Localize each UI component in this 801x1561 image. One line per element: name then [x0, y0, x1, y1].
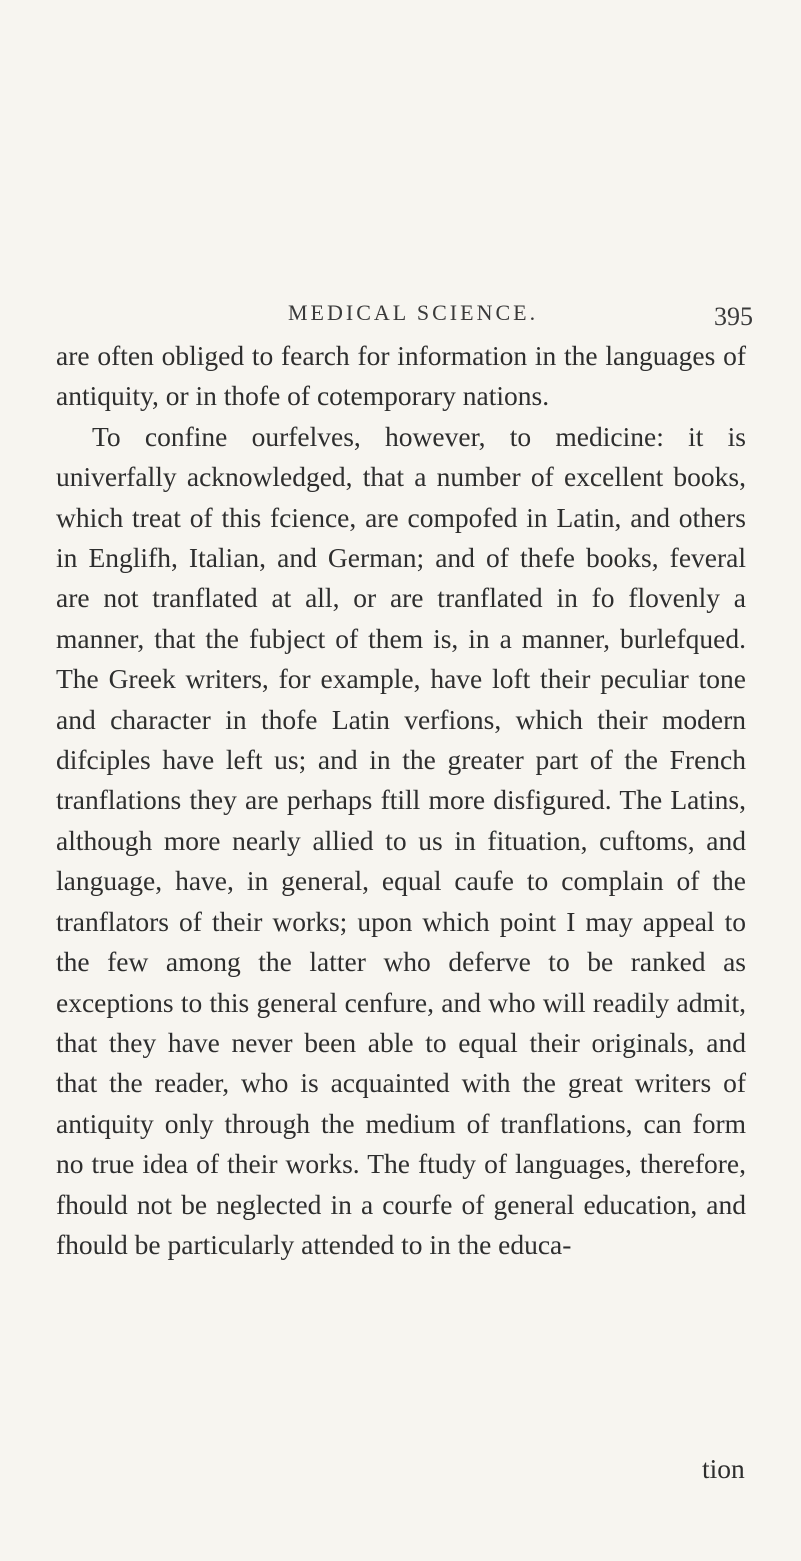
paragraph: are often obliged to fearch for information in the languages of antiquity, or in thofe of cotemporary nations. — [56, 340, 746, 412]
page-number: 395 — [714, 302, 753, 331]
body-text — [56, 336, 746, 1265]
catchword: tion — [702, 1453, 745, 1484]
page-header — [0, 300, 801, 340]
running-head: MEDICAL SCIENCE. — [288, 300, 539, 325]
paragraph: To confine ourfelves, however, to medicine: it is univerfally acknowledged, that a number of excellent books, which treat of this fcience, are compofed in Latin, and others in Englifh, Italian, and German; and of thefe books, feveral are not tranflated at all, or are tranflated in fo flovenly a manner, that the fubject of them is, in a manner, burlefqued. The Greek writers, for example, have loft their peculiar tone and character in thofe Latin verfions, which their modern difciples have left us; and in the greater part of the French tranflations they are perhaps ftill more disfigured. The Latins, although more nearly allied to us in fituation, cuftoms, and language, have, in general, equal caufe to complain of the tranflators of their works; upon which point I may appeal to the few among the latter who deferve to be ranked as exceptions to this general cenfure, and who will readily admit, that they have never been able to equal their originals, and that the reader, who is acquainted with the great writers of antiquity only through the medium of tranflations, can form no true idea of their works. The ftudy of languages, therefore, fhould not be neglected in a courfe of general education, and fhould be particularly attended to in the educa- — [56, 420, 746, 1260]
